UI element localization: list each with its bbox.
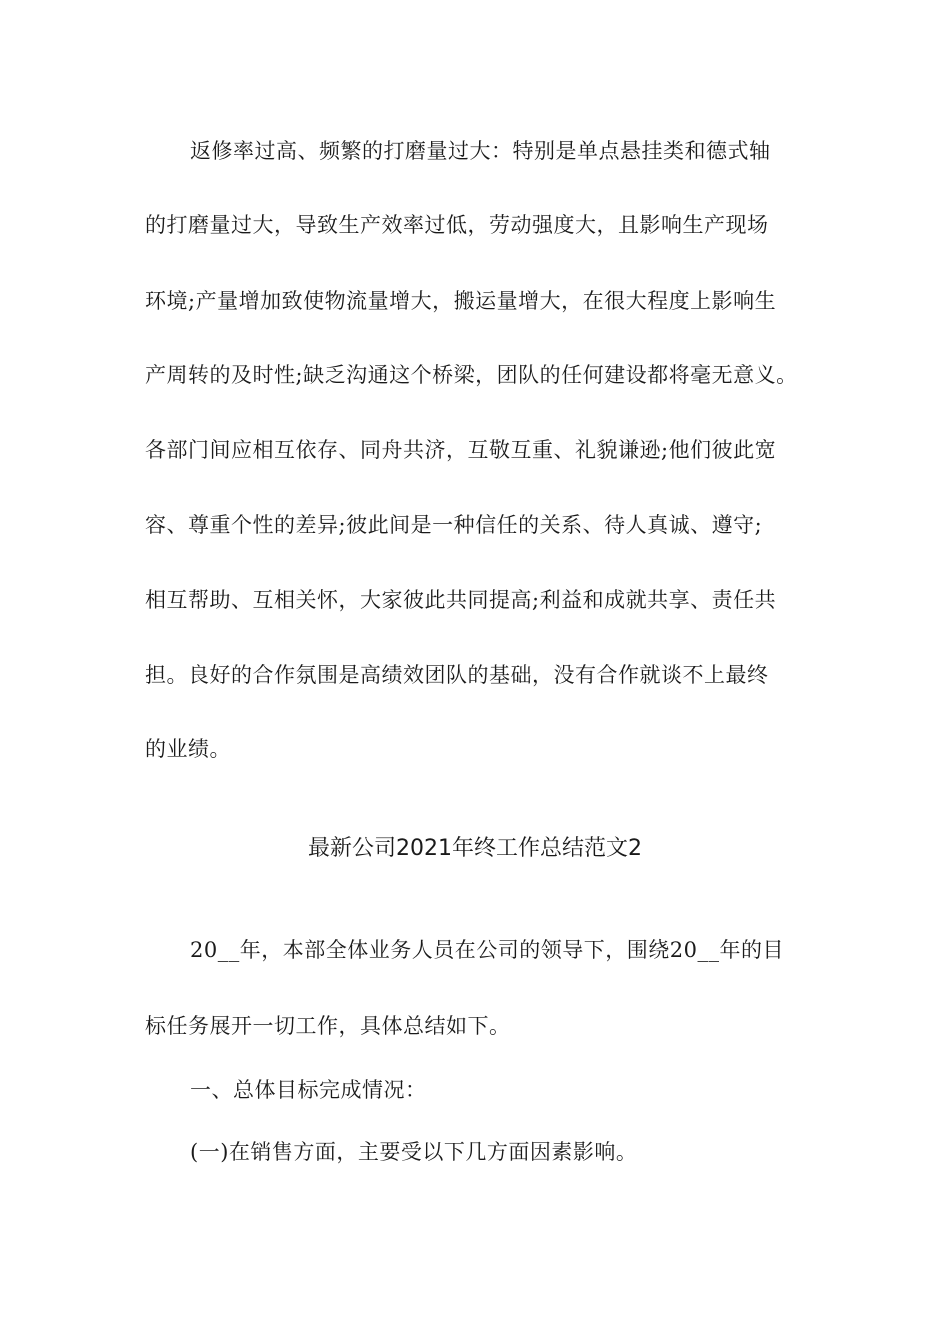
section-title: 一、总体目标完成情况： [190, 1078, 427, 1102]
section-heading: 最新公司2021年终工作总结范文2 [308, 836, 642, 861]
paragraph-line: 标任务展开一切工作，具体总结如下。 [145, 1014, 511, 1038]
paragraph-line: 相互帮助、互相关怀，大家彼此共同提高;利益和成就共享、责任共 [145, 588, 777, 612]
paragraph-line: 环境;产量增加致使物流量增大，搬运量增大，在很大程度上影响生 [145, 289, 777, 313]
paragraph-line: 的打磨量过大，导致生产效率过低，劳动强度大，且影响生产现场 [145, 213, 769, 237]
paragraph-line: 返修率过高、频繁的打磨量过大：特别是单点悬挂类和德式轴 [190, 139, 771, 163]
paragraph-line: 容、尊重个性的差异;彼此间是一种信任的关系、待人真诚、遵守; [145, 513, 763, 537]
paragraph-line: 20__年，本部全体业务人员在公司的领导下，围绕20__年的目 [190, 938, 784, 962]
paragraph-line: 担。良好的合作氛围是高绩效团队的基础，没有合作就谈不上最终 [145, 663, 769, 687]
paragraph-line: 产周转的及时性;缺乏沟通这个桥梁，团队的任何建设都将毫无意义。 [145, 363, 798, 387]
subsection-title: (一)在销售方面，主要受以下几方面因素影响。 [190, 1140, 638, 1164]
paragraph-line: 的业绩。 [145, 737, 231, 761]
paragraph-line: 各部门间应相互依存、同舟共济，互敬互重、礼貌谦逊;他们彼此宽 [145, 438, 777, 462]
